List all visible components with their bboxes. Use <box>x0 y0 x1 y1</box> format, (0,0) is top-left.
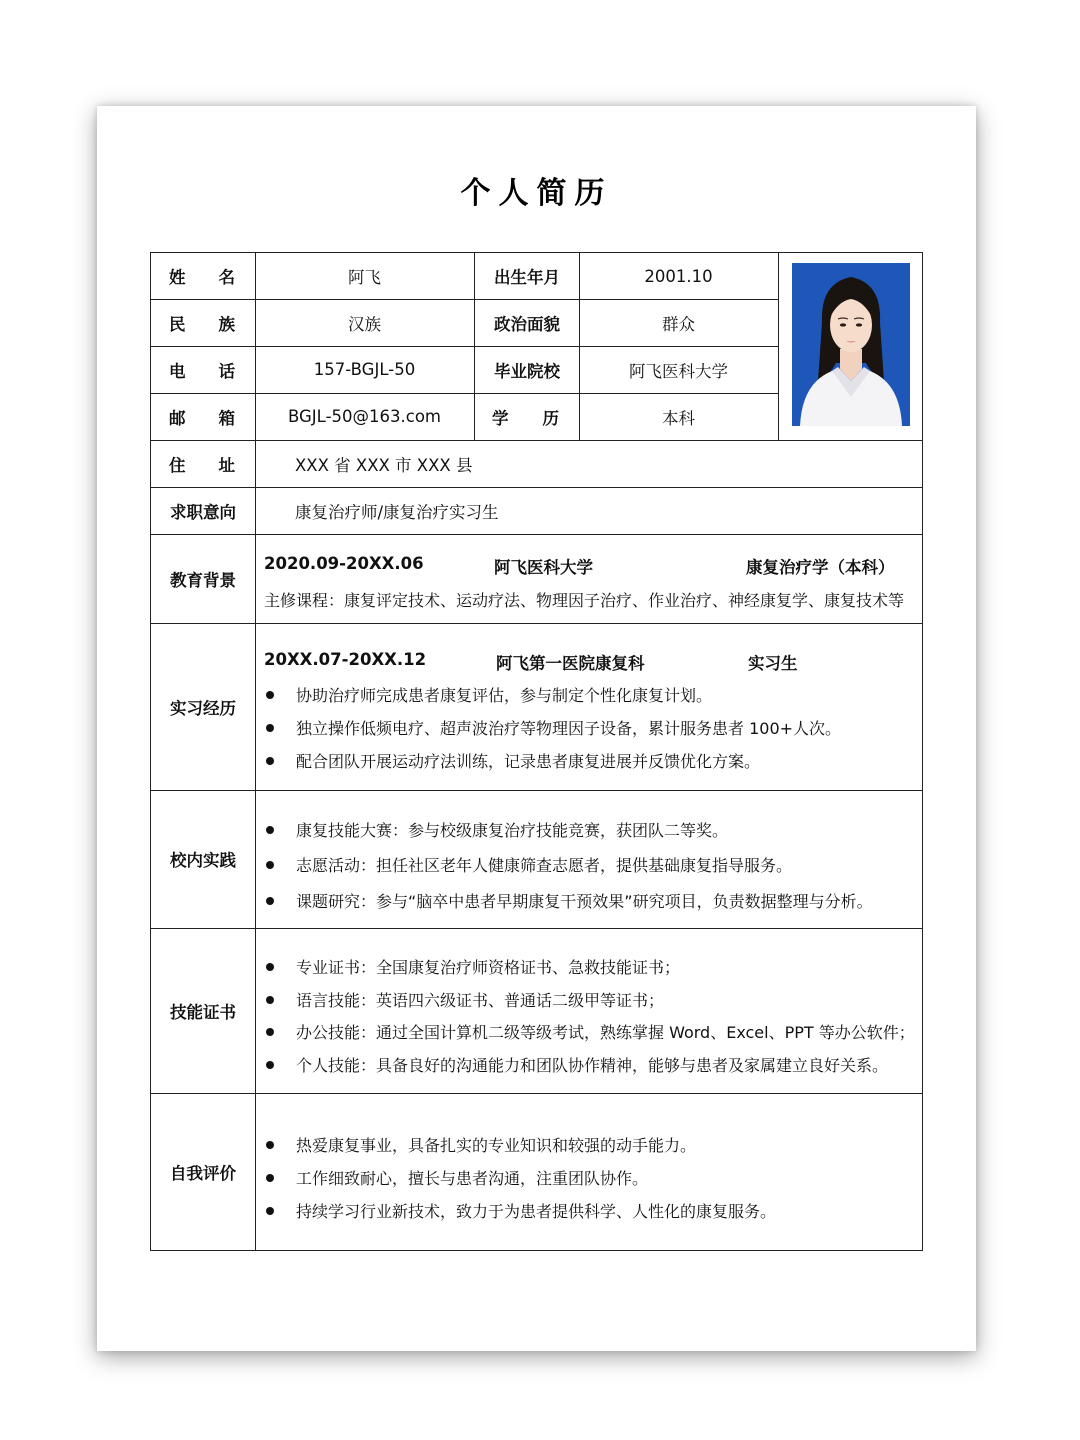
name-label: 姓 名 <box>169 268 235 287</box>
ethnic-value: 汉族 <box>348 314 381 334</box>
skills-label: 技能证书 <box>170 1002 236 1022</box>
resume-page <box>97 106 976 1351</box>
skills-section <box>256 928 924 1093</box>
list-item: 康复技能大赛：参与校级康复治疗技能竞赛，获团队二等奖。 <box>264 818 728 841</box>
education-section <box>256 534 924 623</box>
list-item: 热爱康复事业，具备扎实的专业知识和较强的动手能力。 <box>264 1133 696 1156</box>
name-value: 阿飞 <box>348 268 381 287</box>
email-value: BGJL-50@163.com <box>287 407 441 426</box>
intent-value: 康复治疗师/康复治疗实习生 <box>295 502 499 522</box>
list-item: 专业证书：全国康复治疗师资格证书、急救技能证书； <box>264 955 680 978</box>
internship-period: 20XX.07-20XX.12 <box>264 650 427 669</box>
list-item: 独立操作低频电疗、超声波治疗等物理因子设备，累计服务患者 100+人次。 <box>264 716 841 739</box>
education-school: 阿飞医科大学 <box>494 558 593 577</box>
degree-value: 本科 <box>662 408 695 428</box>
education-label: 教育背景 <box>170 570 236 590</box>
phone-value: 157-BGJL-50 <box>313 360 416 379</box>
education-header <box>264 554 895 578</box>
list-item: 办公技能：通过全国计算机二级等级考试，熟练掌握 Word、Excel、PPT 等办公软件； <box>264 1020 915 1043</box>
list-item: 语言技能：英语四六级证书、普通话二级甲等证书； <box>264 988 664 1011</box>
resume-table <box>150 252 923 1251</box>
self-label: 自我评价 <box>170 1163 236 1183</box>
list-item: 个人技能：具备良好的沟通能力和团队协作精神，能够与患者及家属建立良好关系。 <box>264 1053 888 1076</box>
degree-label: 学 历 <box>492 408 559 428</box>
portrait-icon <box>792 263 910 426</box>
education-major: 康复治疗学（本科） <box>746 558 895 577</box>
resume-title: 个人简历 <box>460 176 613 211</box>
phone-label: 电 话 <box>169 361 235 381</box>
ethnic-label: 民 族 <box>169 314 235 334</box>
internship-role: 实习生 <box>748 654 798 673</box>
address-label: 住 址 <box>169 455 235 475</box>
campus-label: 校内实践 <box>170 851 236 870</box>
political-value: 群众 <box>662 314 695 334</box>
school-value: 阿飞医科大学 <box>629 361 728 381</box>
internship-org: 阿飞第一医院康复科 <box>496 654 645 673</box>
school-label: 毕业院校 <box>494 361 560 381</box>
internship-section <box>256 623 924 790</box>
birth-value: 2001.10 <box>644 266 713 286</box>
list-item: 志愿活动：担任社区老年人健康筛查志愿者，提供基础康复指导服务。 <box>264 853 792 876</box>
self-section <box>256 1093 924 1250</box>
list-item: 持续学习行业新技术，致力于为患者提供科学、人性化的康复服务。 <box>264 1199 776 1222</box>
list-item: 课题研究：参与“脑卒中患者早期康复干预效果”研究项目，负责数据整理与分析。 <box>264 889 873 912</box>
intent-label: 求职意向 <box>170 502 236 522</box>
birth-label: 出生年月 <box>494 268 560 287</box>
campus-section <box>256 790 924 928</box>
list-item: 配合团队开展运动疗法训练，记录患者康复进展并反馈优化方案。 <box>264 749 760 772</box>
education-period: 2020.09-20XX.06 <box>264 554 424 573</box>
internship-header <box>264 650 798 674</box>
internship-label: 实习经历 <box>170 698 236 718</box>
email-label: 邮 箱 <box>169 408 235 428</box>
list-item: 工作细致耐心，擅长与患者沟通，注重团队协作。 <box>264 1166 648 1189</box>
political-label: 政治面貌 <box>494 314 560 334</box>
list-item: 协助治疗师完成患者康复评估，参与制定个性化康复计划。 <box>264 683 712 706</box>
address-value: XXX 省 XXX 市 XXX 县 <box>295 455 473 475</box>
education-courses: 主修课程：康复评定技术、运动疗法、物理因子治疗、作业治疗、神经康复学、康复技术等 <box>264 591 905 610</box>
profile-photo <box>792 263 910 426</box>
